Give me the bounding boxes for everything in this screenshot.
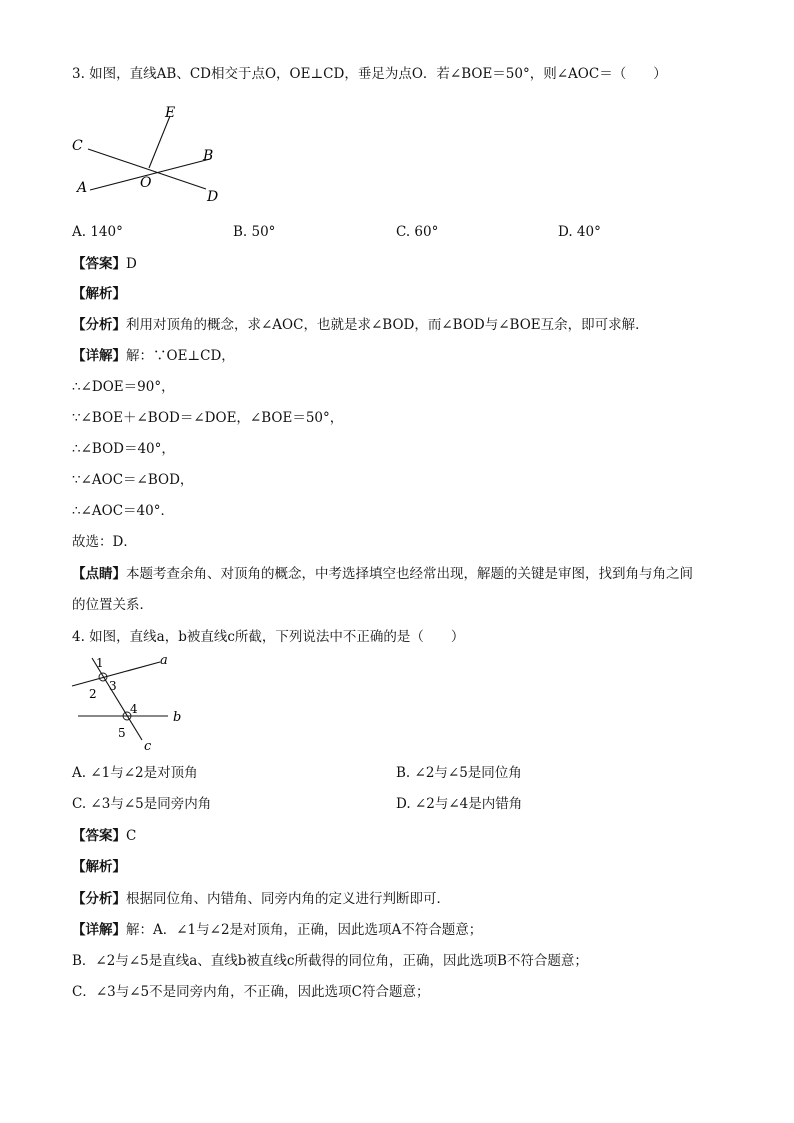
q3-detail-line: ∴∠AOC＝40°． (72, 503, 174, 519)
q3-detail-line: ∵∠BOE＋∠BOD＝∠DOE，∠BOE＝50°， (72, 410, 344, 426)
detail-tag: 【详解】 (72, 922, 126, 938)
q3-option-a: A. 140° (72, 224, 123, 240)
fenxi-text: 根据同位角、内错角、同旁内角的定义进行判断即可． (126, 891, 450, 907)
label-C: C (72, 138, 83, 154)
fenxi-tag: 【分析】 (72, 317, 126, 333)
q3-analysis-tag: 【解析】 (72, 286, 126, 302)
detail-tag: 【详解】 (72, 348, 126, 364)
q3-stem: 3. 如图，直线AB、CD相交于点O，OE⊥CD，垂足为点O．若∠BOE＝50°，则∠AOC＝（ ） (72, 66, 667, 82)
comment-text: 本题考查余角、对顶角的概念，中考选择填空也经常出现，解题的关键是审图，找到角与角之间 (126, 566, 693, 582)
fenxi-text: 利用对顶角的概念，求∠AOC，也就是求∠BOD，而∠BOD与∠BOE互余，即可求解． (126, 317, 649, 333)
detail-text: 解：A．∠1与∠2是对顶角，正确，因此选项A不符合题意； (126, 922, 483, 938)
q4-detail-line: C．∠3与∠5不是同旁内角，不正确，因此选项C符合题意； (72, 984, 430, 1000)
q4-detail-line: B．∠2与∠5是直线a、直线b被直线c所截得的同位角，正确，因此选项B不符合题意； (72, 953, 588, 969)
q4-stem: 4. 如图，直线a，b被直线c所截，下列说法中不正确的是（ ） (72, 629, 465, 645)
answer-value: D (126, 256, 137, 272)
label-c: c (144, 739, 152, 754)
detail-text: 解：∵OE⊥CD， (126, 348, 235, 364)
q3-option-b: B. 50° (233, 224, 276, 240)
label-E: E (165, 105, 176, 121)
label-B: B (203, 148, 214, 164)
label-3: 3 (109, 679, 117, 693)
q3-detail-line: ∴∠DOE＝90°， (72, 379, 175, 395)
q3-detail-line: ∴∠BOD＝40°， (72, 441, 175, 457)
q4-option-d: D. ∠2与∠4是内错角 (396, 796, 523, 812)
label-O: O (140, 175, 152, 191)
q4-detail-line (72, 920, 482, 940)
answer-tag: 【答案】 (72, 828, 126, 844)
label-5: 5 (118, 726, 126, 740)
q4-fenxi (72, 889, 450, 909)
q4-analysis-tag: 【解析】 (72, 859, 126, 875)
fenxi-tag: 【分析】 (72, 891, 126, 907)
label-A: A (77, 180, 88, 196)
q3-option-d: D. 40° (558, 224, 601, 240)
comment-tag: 【点睛】 (72, 566, 126, 582)
label-D: D (207, 189, 219, 205)
label-4: 4 (130, 702, 138, 716)
label-a: a (160, 653, 168, 668)
q4-option-b: B. ∠2与∠5是同位角 (396, 765, 522, 781)
q4-answer (72, 826, 136, 846)
q3-comment-cont: 的位置关系． (72, 597, 153, 613)
q3-answer (72, 254, 137, 274)
q4-option-c: C. ∠3与∠5是同旁内角 (72, 796, 212, 812)
q3-detail-line: 故选：D． (72, 534, 137, 550)
q3-option-c: C. 60° (396, 224, 439, 240)
label-b: b (173, 710, 182, 725)
q3-fenxi (72, 315, 649, 335)
answer-value: C (126, 828, 137, 844)
q4-option-a: A. ∠1与∠2是对顶角 (72, 765, 198, 781)
q4-figure (72, 654, 202, 754)
q3-detail-line: ∵∠AOC＝∠BOD， (72, 472, 194, 488)
q3-detail-line (72, 346, 235, 366)
label-2: 2 (89, 687, 97, 701)
answer-tag: 【答案】 (72, 256, 126, 272)
q3-figure (70, 100, 250, 210)
label-1: 1 (96, 656, 104, 670)
q3-comment (72, 564, 693, 584)
